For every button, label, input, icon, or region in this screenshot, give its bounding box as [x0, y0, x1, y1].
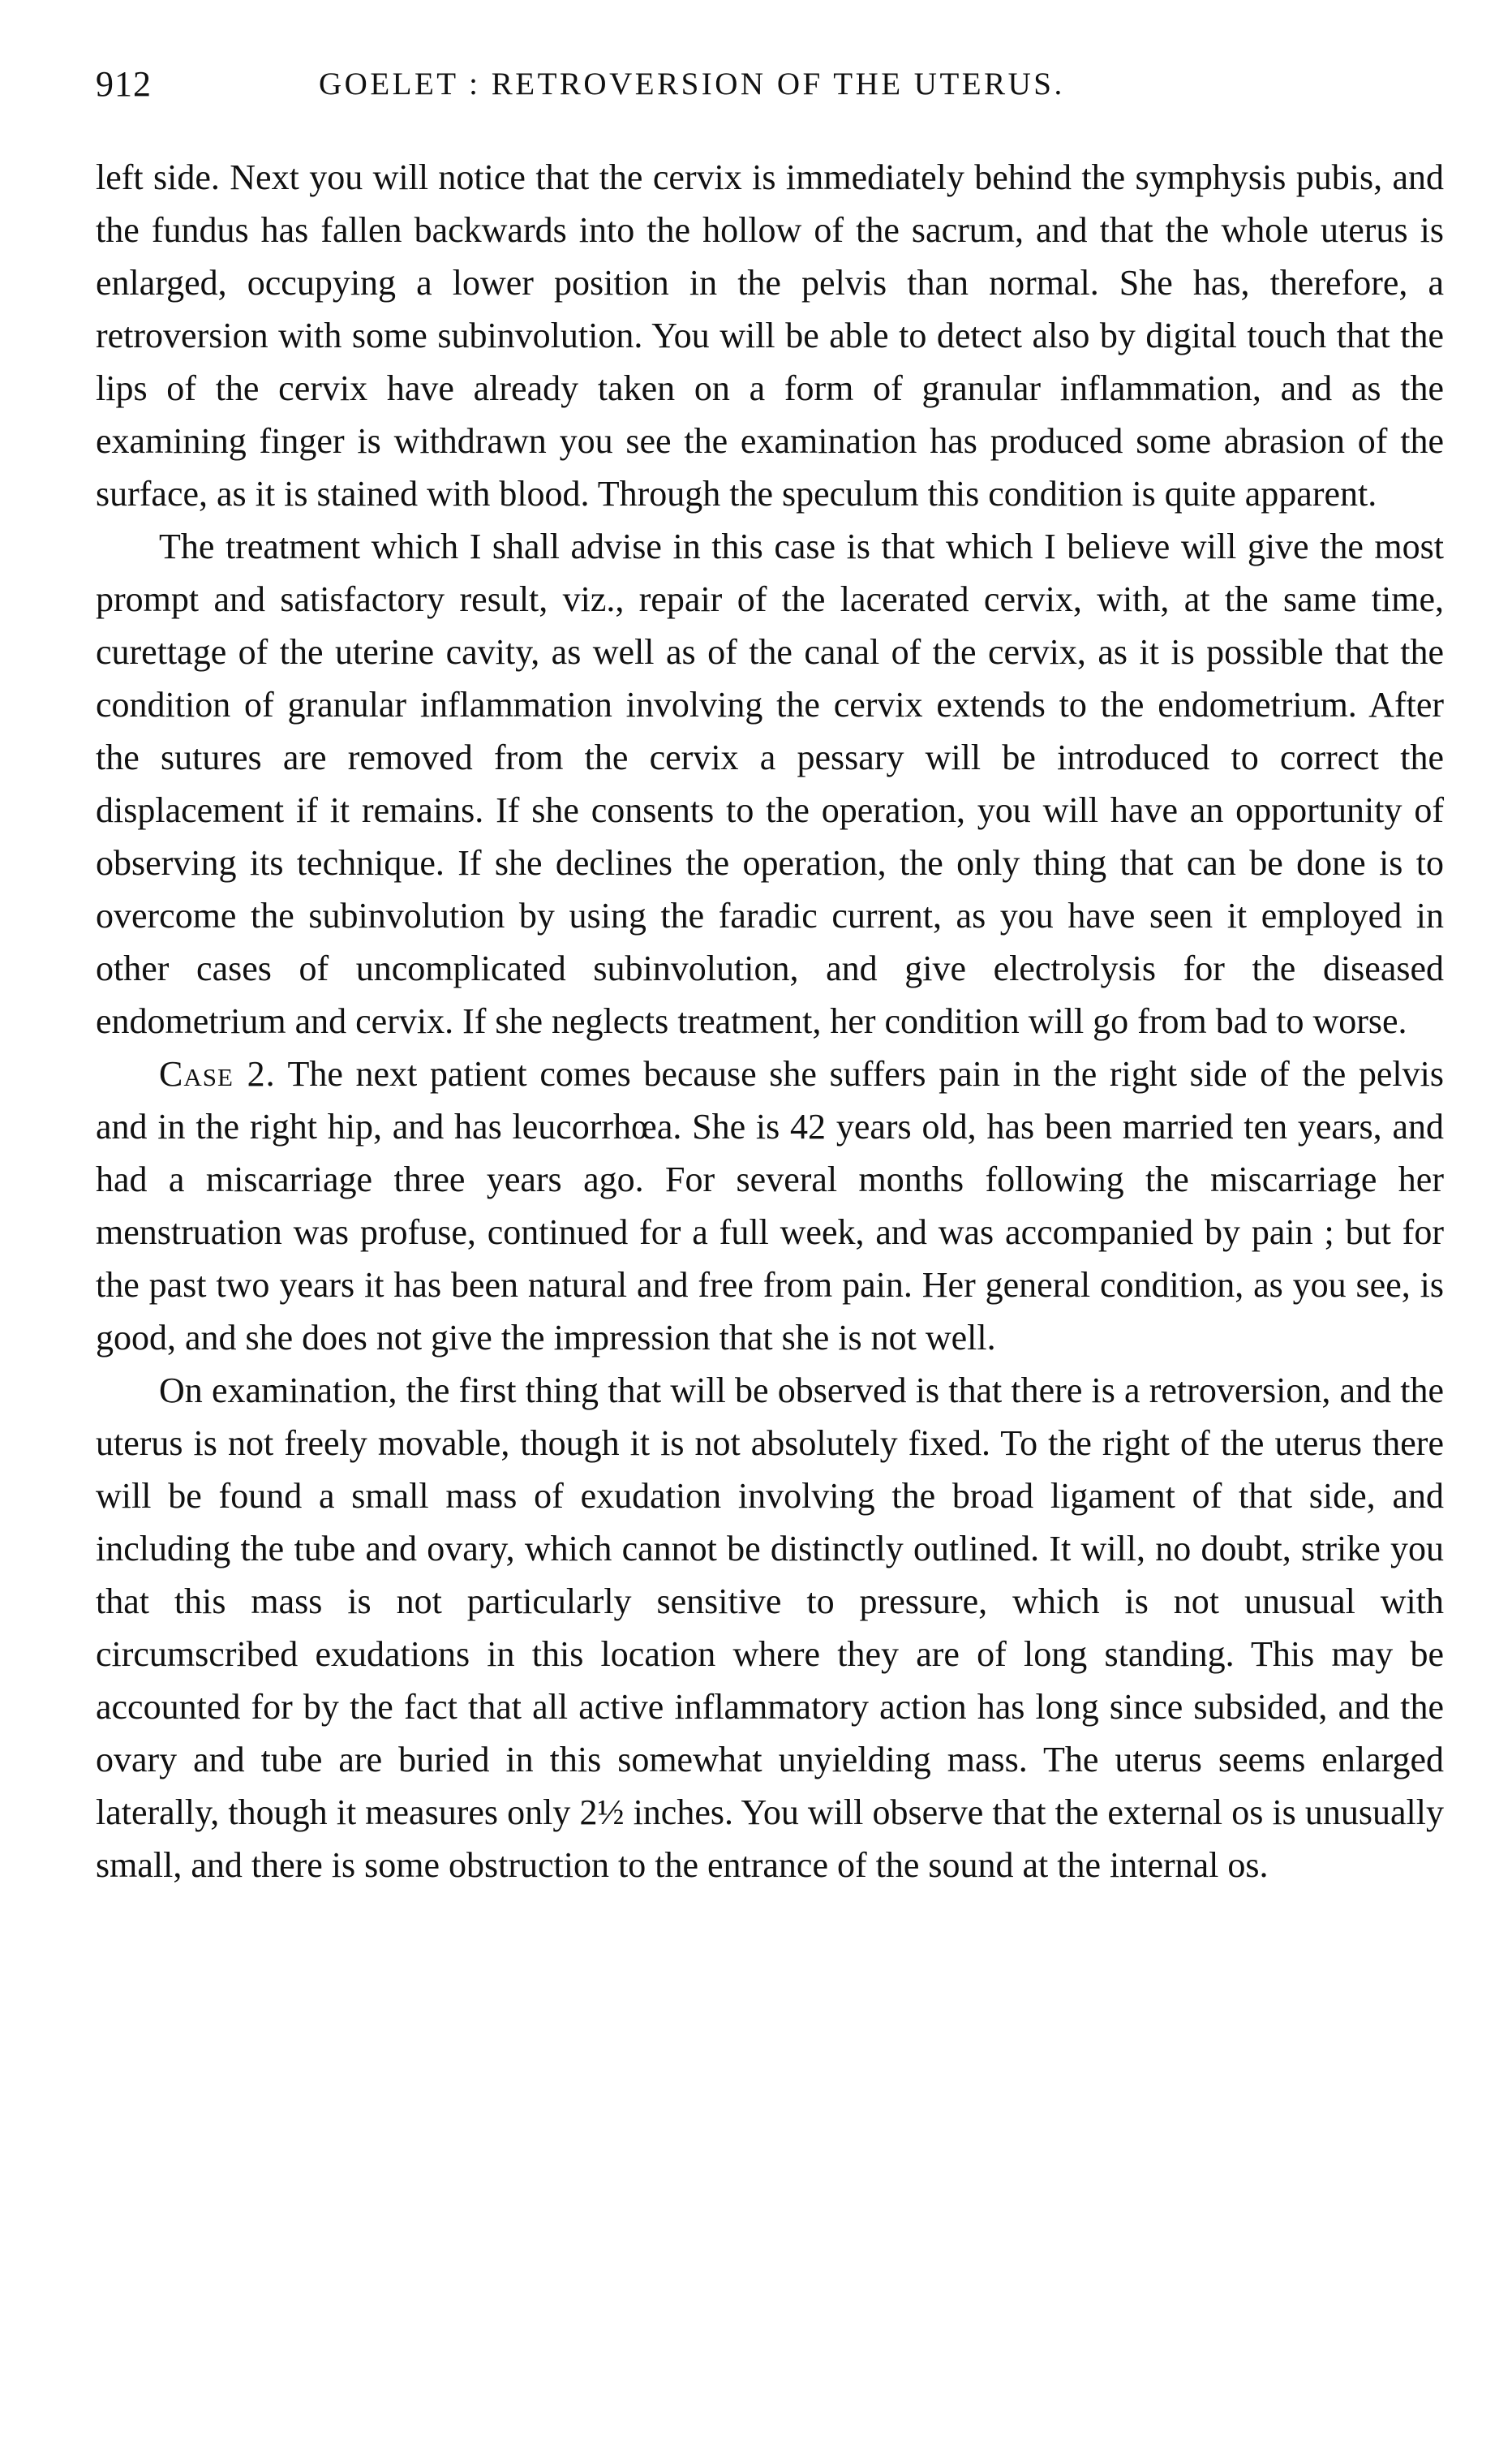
running-head	[96, 60, 1442, 109]
paragraph-treatment: The treatment which I shall advise in this case is that which I believe will give the most prompt and satisfactory result, viz., repair of the lacerated cervix, with, at the same time, curettage of the uterine cavity, as well as of the canal of the cervix, as it is possible that the condition of granular inflammation involving the cervix extends to the endometrium. After the sutures are removed from the cervix a pessary will be introduced to correct the displacement if it remains. If she consents to the operation, you will have an opportunity of observing its technique. If she declines the operation, the only thing that can be done is to overcome the subinvolution by using the faradic current, as you have seen it employed in other cases of uncomplicated subinvolution, and give electrolysis for the diseased endometrium and cervix. If she neglects treatment, her condition will go from bad to worse.	[96, 527, 1444, 1041]
paragraph-continuation: left side. Next you will notice that the cervix is immediately behind the symphysis pubis, and the fundus has fallen backwards into the hollow of the sacrum, and that the whole uterus is enlarged, occupying a lower position in the pelvis than normal. She has, therefore, a retroversion with some subinvolution. You will be able to detect also by digital touch that the lips of the cervix have already taken on a form of granular inflammation, and as the examining finger is withdrawn you see the examination has produced some abrasion of the surface, as it is stained with blood. Through the speculum this condition is quite apparent.	[96, 157, 1444, 514]
body-text	[96, 151, 1444, 1891]
case-2-text: The next patient comes because she suffers pain in the right side of the pelvis and in the right hip, and has leucorrhœa. She is 42 years old, has been married ten years, and had a miscarriage three years ago. For several months following the miscarriage her menstruation was profuse, continued for a full week, and was accompanied by pain ; but for the past two years it has been natural and free from pain. Her general condition, as you see, is good, and she does not give the impression that she is not well.	[96, 1054, 1444, 1358]
page-number: 912	[96, 64, 152, 104]
paragraph-case-2	[96, 1048, 1444, 1364]
paragraph-examination: On examination, the first thing that will be observed is that there is a retroversion, and the uterus is not freely movable, though it is not absolutely fixed. To the right of the uterus there will be found a small mass of exudation involving the broad ligament of that side, and including the tube and ovary, which cannot be distinctly outlined. It will, no doubt, strike you that this mass is not particularly sensitive to pressure, which is not unusual with circumscribed exudations in this location where they are of long standing. This may be accounted for by the fact that all active inflammatory action has long since subsided, and the ovary and tube are buried in this somewhat unyielding mass. The uterus seems enlarged laterally, though it measures only 2½ inches. You will observe that the external os is unusually small, and there is some obstruction to the entrance of the sound at the internal os.	[96, 1370, 1444, 1885]
case-label: Case 2.	[159, 1054, 276, 1094]
running-title: GOELET : RETROVERSION OF THE UTERUS.	[319, 67, 1065, 101]
